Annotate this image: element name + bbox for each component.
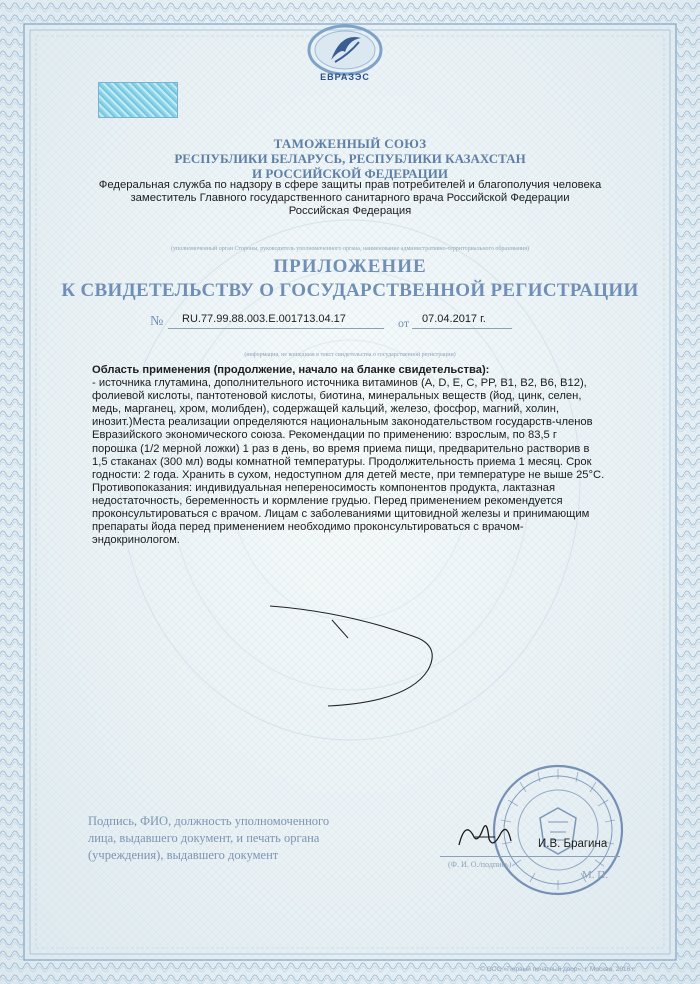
fio-caption: (Ф. И. О./подпись) [448,860,512,869]
header-line-2: РЕСПУБЛИКИ БЕЛАРУСЬ, РЕСПУБЛИКИ КАЗАХСТАН [174,151,526,166]
signature-caption [88,813,388,864]
scope-line: инозит.)Места реализации определяются национальным законодательством государств-членов [92,416,593,429]
stamp-place-label: М. П. [582,869,608,881]
scope-line: годности: 2 года. Хранить в сухом, недоступном для детей месте, при температуре не выше 25°С. [92,468,605,481]
printer-imprint: © ООО «Первый печатный двор», г. Москва, 2016 г. [480,966,636,973]
signature-caption-line: лица, выдавшего документ, и печать органа [88,831,320,845]
scope-line: эндокринологом. [92,534,180,547]
scope-line: проконсультироваться с врачом. Лицам с заболеваниями щитовидной железы и принимающим [92,508,590,521]
scope-line: 1,5 стаканах (300 мл) воды комнатной температуры. Продолжительность приема 1 месяц. Срок [92,455,592,468]
z-line-strikeout [258,598,458,718]
date-underline [412,328,512,329]
scope-line: порошка (1/2 мерной ложки) 1 раз в день, во время приема пищи, предварительно растворив в [92,442,590,455]
number-sign: № [150,314,164,329]
registration-number: RU.77.99.88.003.Е.001713.04.17 [182,313,346,325]
date-label: от [398,316,410,330]
hologram-sticker [98,82,178,118]
document-title: ПРИЛОЖЕНИЕ [273,256,427,277]
emblem-label: ЕВРАЗЭС [320,72,370,82]
scope-line: препараты йода перед применением необходимо проконсультироваться с врачом- [92,521,524,534]
signature-caption-line: Подпись, ФИО, должность уполномоченного [88,814,330,828]
application-scope-text [92,364,632,547]
handwritten-signature [455,815,535,855]
signer-name: И.В. Брагина [538,838,608,850]
scope-heading: Область применения (продолжение, начало на бланке свидетельства): [92,364,490,376]
authority-line-1: Федеральная служба по надзору в сфере защиты прав потребителей и благополучия человека [98,179,602,191]
signature-caption-line: (учреждения), выдавшего документ [88,848,279,862]
document-subtitle: К СВИДЕТЕЛЬСТВУ О ГОСУДАРСТВЕННОЙ РЕГИСТРАЦИИ [61,280,639,301]
number-underline [168,328,384,329]
signer-underline [440,856,620,857]
registration-date: 07.04.2017 г. [422,313,486,325]
header-line-1: ТАМОЖЕННЫЙ СОЮЗ [273,136,427,151]
authority-caption: (уполномоченный орган Стороны, руководитель уполномоченного органа, наименование административно-территориального образования) [171,246,529,252]
info-caption: (информация, не вошедшая в текст свидетельства о государственной регистрации) [244,352,456,358]
scope-line: медь, марганец, хром, молибден), содержащей кальций, железо, фосфор, магний, холин, [92,403,560,416]
scope-line: недостаточность, беременность и кормление грудью. Перед применением рекомендуется [92,494,563,507]
authority-line-2: заместитель Главного государственного санитарного врача Российской Федерации [130,192,570,204]
scope-line: фолиевой кислоты, пантотеновой кислоты, биотина, минеральных веществ (йод, цинк, селен, [92,390,582,403]
header-line-3: И РОССИЙСКОЙ ФЕДЕРАЦИИ [252,166,448,181]
authority-line-3: Российская Федерация [288,205,412,217]
scope-line: - источника глутамина, дополнительного источника витаминов (A, D, E, C, PP, B1, B2, B6, B12), [92,377,587,390]
scope-line: Противопоказания: индивидуальная непереносимость компонентов продукта, лактазная [92,481,556,494]
scope-line: Евразийского экономического союза. Рекомендации по применению: взрослым, по 83,5 г [92,429,557,442]
